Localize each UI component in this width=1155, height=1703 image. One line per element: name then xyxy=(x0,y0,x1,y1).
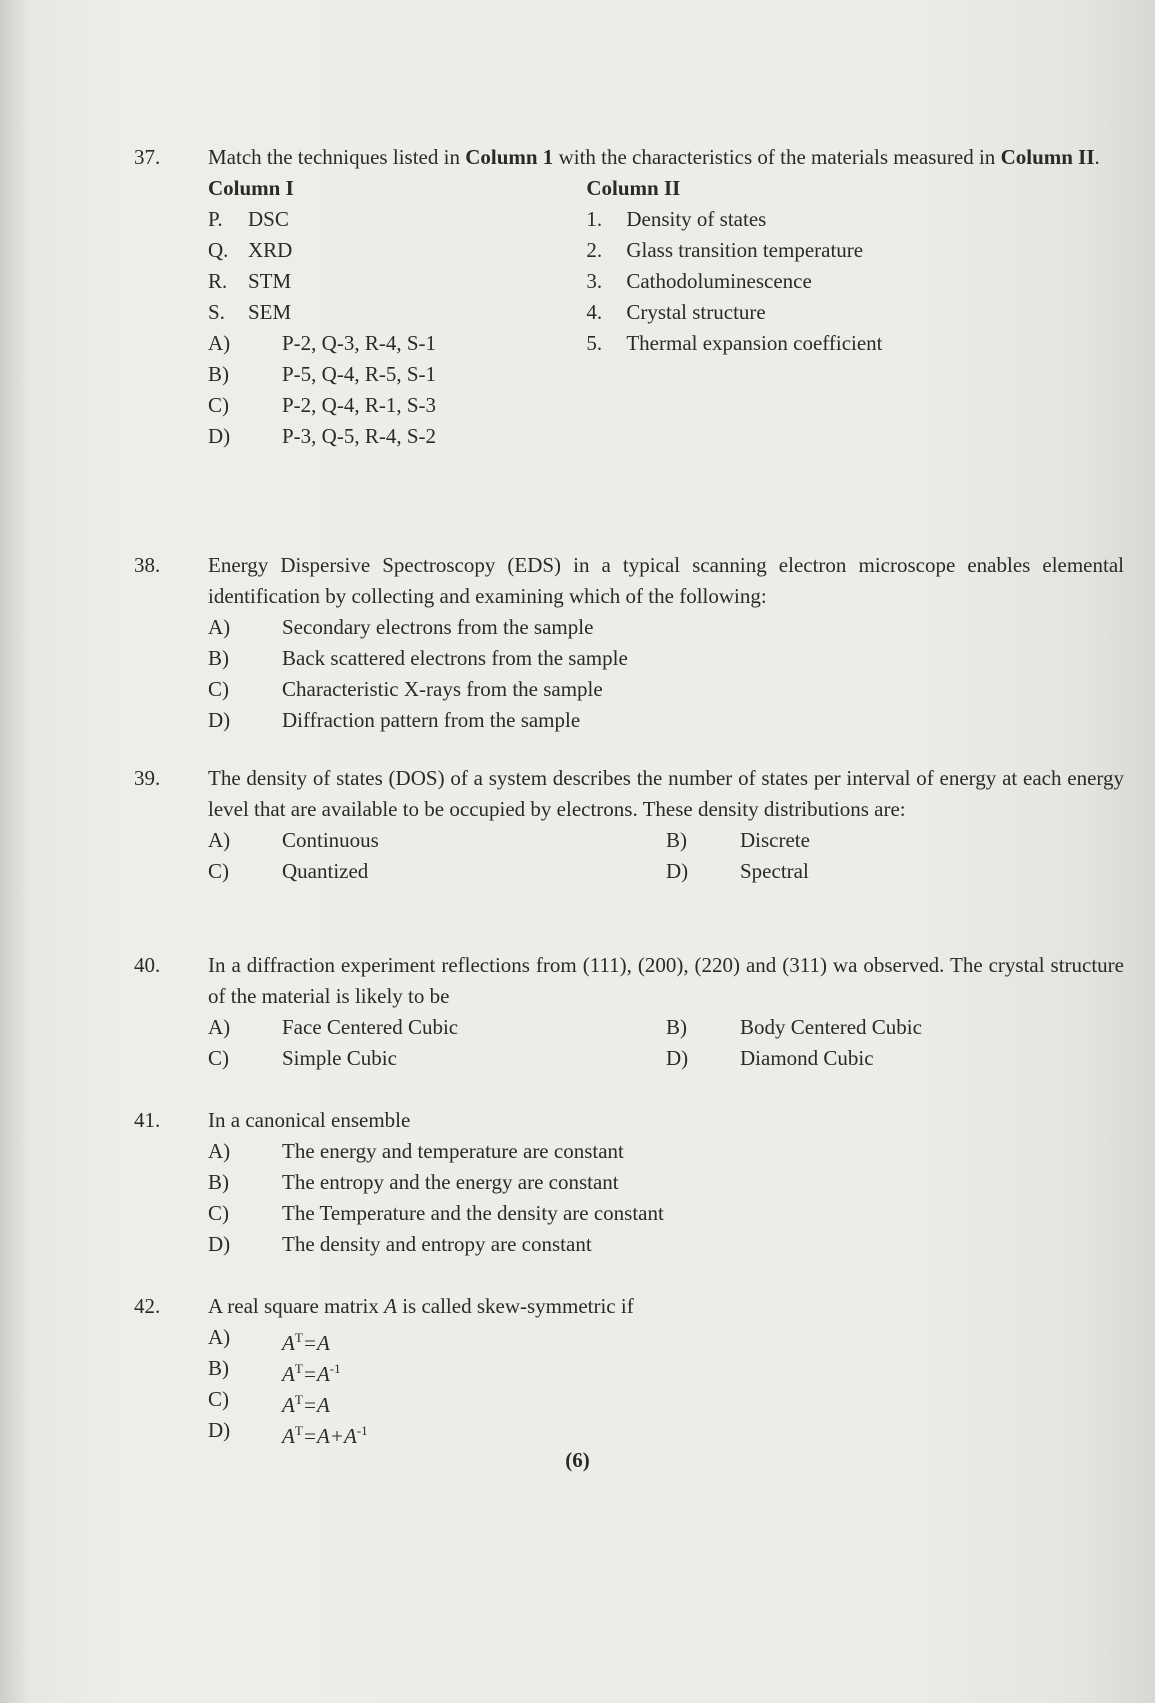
column-2-item xyxy=(586,204,1124,235)
option-c[interactable] xyxy=(208,1198,1124,1229)
question-number: 40. xyxy=(134,953,161,977)
option-label: B) xyxy=(208,362,229,386)
option-b[interactable] xyxy=(666,1012,1124,1043)
option-text: The energy and temperature are constant xyxy=(282,1139,624,1163)
option-label: B) xyxy=(208,1356,229,1380)
option-c[interactable] xyxy=(208,1384,1124,1415)
option-label: D) xyxy=(208,1418,231,1442)
option-c[interactable] xyxy=(208,1043,666,1074)
option-label: A) xyxy=(208,828,231,852)
item-value: Density of states xyxy=(626,207,767,231)
option-label: B) xyxy=(208,646,229,670)
formula-sup: -1 xyxy=(329,1361,341,1376)
column-2-item xyxy=(586,266,1124,297)
option-label: B) xyxy=(208,1170,229,1194)
text-part: Match the techniques listed in xyxy=(208,145,466,169)
option-c[interactable] xyxy=(208,674,1124,705)
option-d[interactable] xyxy=(666,1043,1124,1074)
option-label: C) xyxy=(208,677,229,701)
option-row xyxy=(208,856,1124,887)
formula-base: A xyxy=(282,1393,295,1417)
formula-rest: =A xyxy=(302,1331,330,1355)
question-text: The density of states (DOS) of a system describes the number of states per interval of energy at each energy level that are available to be occupied by electrons. These density distributions are: xyxy=(208,766,1124,821)
option-label: D) xyxy=(208,1232,231,1256)
text-part: A real square matrix xyxy=(208,1294,385,1318)
option-text: Quantized xyxy=(282,859,369,883)
option-row xyxy=(208,1012,1124,1043)
text-part: with the characteristics of the materials measured in xyxy=(553,145,1001,169)
text-bold: Column 1 xyxy=(465,145,554,169)
option-label: B) xyxy=(666,1015,687,1039)
option-a[interactable] xyxy=(208,1322,1124,1353)
answer-options xyxy=(208,1012,1124,1074)
option-d[interactable] xyxy=(208,705,1124,736)
formula-sup: T xyxy=(294,1361,303,1376)
option-text: P-3, Q-5, R-4, S-2 xyxy=(282,424,437,448)
formula-base: A xyxy=(282,1362,295,1386)
option-b[interactable] xyxy=(208,1353,1124,1384)
formula-sup: -1 xyxy=(356,1423,368,1438)
question-text xyxy=(208,142,1124,173)
option-label: C) xyxy=(208,859,229,883)
item-key: 3. xyxy=(586,269,603,293)
option-label: A) xyxy=(208,1015,231,1039)
option-d[interactable] xyxy=(666,856,1124,887)
question-number: 39. xyxy=(134,766,161,790)
option-label: C) xyxy=(208,393,229,417)
formula-sup: T xyxy=(294,1423,303,1438)
option-text: Secondary electrons from the sample xyxy=(282,615,594,639)
option-label: D) xyxy=(208,424,231,448)
question-39 xyxy=(134,763,1124,887)
option-text: Face Centered Cubic xyxy=(282,1015,459,1039)
option-label: D) xyxy=(666,859,689,883)
column-2 xyxy=(586,173,1124,359)
option-text: P-5, Q-4, R-5, S-1 xyxy=(282,362,437,386)
text-part: . xyxy=(1094,145,1100,169)
item-key: 4. xyxy=(586,300,603,324)
option-label: C) xyxy=(208,1201,229,1225)
option-label: A) xyxy=(208,1325,231,1349)
option-b[interactable] xyxy=(208,1167,1124,1198)
option-label: D) xyxy=(208,708,231,732)
option-text: Diamond Cubic xyxy=(740,1046,874,1070)
option-a[interactable] xyxy=(208,1012,666,1043)
option-d[interactable] xyxy=(208,1415,1124,1446)
page-number: (6) xyxy=(565,1448,590,1472)
formula-rest: =A xyxy=(302,1393,330,1417)
option-text: P-2, Q-4, R-1, S-3 xyxy=(282,393,437,417)
question-40 xyxy=(134,950,1124,1074)
option-text: Characteristic X-rays from the sample xyxy=(282,677,603,701)
option-formula xyxy=(282,1353,341,1384)
question-text: In a diffraction experiment reflections from (111), (200), (220) and (311) wa observed. The crystal structure of the material is likely to be xyxy=(208,953,1124,1008)
option-d[interactable] xyxy=(208,421,1124,452)
question-number: 42. xyxy=(134,1294,161,1318)
item-key: 1. xyxy=(586,207,603,231)
column-2-item xyxy=(586,235,1124,266)
item-value: Crystal structure xyxy=(626,300,766,324)
question-number: 38. xyxy=(134,553,161,577)
option-text: Continuous xyxy=(282,828,379,852)
option-label: A) xyxy=(208,331,231,355)
formula-rest: =A+A xyxy=(302,1424,357,1448)
column-1-item xyxy=(208,204,586,235)
item-key: Q. xyxy=(208,238,229,262)
item-value: Cathodoluminescence xyxy=(626,269,812,293)
formula-sup: T xyxy=(294,1392,303,1407)
question-38 xyxy=(134,550,1124,736)
option-row xyxy=(208,1043,1124,1074)
option-b[interactable] xyxy=(208,643,1124,674)
item-value: XRD xyxy=(248,238,293,262)
option-label: C) xyxy=(208,1387,229,1411)
option-text: Simple Cubic xyxy=(282,1046,397,1070)
option-text: The density and entropy are constant xyxy=(282,1232,592,1256)
item-value: Glass transition temperature xyxy=(626,238,864,262)
option-formula xyxy=(282,1322,330,1353)
text-part: is called skew-symmetric if xyxy=(396,1294,634,1318)
column-1-item xyxy=(208,235,586,266)
answer-options xyxy=(208,1322,1124,1446)
question-number: 41. xyxy=(134,1108,161,1132)
option-label: C) xyxy=(208,1046,229,1070)
option-text: Body Centered Cubic xyxy=(740,1015,922,1039)
item-key: S. xyxy=(208,300,225,324)
option-c[interactable] xyxy=(208,390,1124,421)
option-text: Back scattered electrons from the sample xyxy=(282,646,628,670)
item-value: SEM xyxy=(248,300,292,324)
column-2-item xyxy=(586,328,1124,359)
answer-options xyxy=(208,1136,1124,1260)
formula-base: A xyxy=(282,1424,295,1448)
column-2-item xyxy=(586,297,1124,328)
question-text: In a canonical ensemble xyxy=(208,1108,411,1132)
option-label: B) xyxy=(666,828,687,852)
option-b[interactable] xyxy=(208,359,1124,390)
question-text: Energy Dispersive Spectroscopy (EDS) in a typical scanning electron microscope enables elemental identification by collecting and examining which of the following: xyxy=(208,553,1124,608)
option-a[interactable] xyxy=(208,1136,1124,1167)
column-1-item xyxy=(208,266,586,297)
option-row xyxy=(208,825,1124,856)
option-label: A) xyxy=(208,1139,231,1163)
option-label: A) xyxy=(208,615,231,639)
column-1-item xyxy=(208,297,586,328)
option-text: The Temperature and the density are constant xyxy=(282,1201,664,1225)
option-text: Spectral xyxy=(740,859,809,883)
question-42 xyxy=(134,1291,1124,1446)
option-formula xyxy=(282,1384,330,1415)
option-text: Discrete xyxy=(740,828,810,852)
column-2-heading: Column II xyxy=(586,176,681,200)
text-bold: Column II xyxy=(1000,145,1095,169)
item-value: STM xyxy=(248,269,292,293)
question-text xyxy=(208,1291,1124,1322)
item-key: 2. xyxy=(586,238,603,262)
matrix-variable: A xyxy=(384,1294,397,1318)
option-label: D) xyxy=(666,1046,689,1070)
column-1-heading: Column I xyxy=(208,176,294,200)
option-a[interactable] xyxy=(208,612,1124,643)
item-key: P. xyxy=(208,207,223,231)
option-a[interactable] xyxy=(208,825,666,856)
item-value: DSC xyxy=(248,207,289,231)
option-text: The entropy and the energy are constant xyxy=(282,1170,619,1194)
formula-rest: =A xyxy=(302,1362,330,1386)
formula-sup: T xyxy=(294,1330,303,1345)
answer-options xyxy=(208,612,1124,736)
question-37 xyxy=(134,142,1124,452)
question-number: 37. xyxy=(134,145,161,169)
answer-options xyxy=(208,825,1124,887)
item-key: R. xyxy=(208,269,228,293)
option-c[interactable] xyxy=(208,856,666,887)
option-b[interactable] xyxy=(666,825,1124,856)
item-key: 5. xyxy=(586,331,603,355)
formula-base: A xyxy=(282,1331,295,1355)
question-41 xyxy=(134,1105,1124,1260)
option-text: Diffraction pattern from the sample xyxy=(282,708,581,732)
option-d[interactable] xyxy=(208,1229,1124,1260)
option-text: P-2, Q-3, R-4, S-1 xyxy=(282,331,437,355)
item-value: Thermal expansion coefficient xyxy=(626,331,883,355)
option-formula xyxy=(282,1415,368,1446)
